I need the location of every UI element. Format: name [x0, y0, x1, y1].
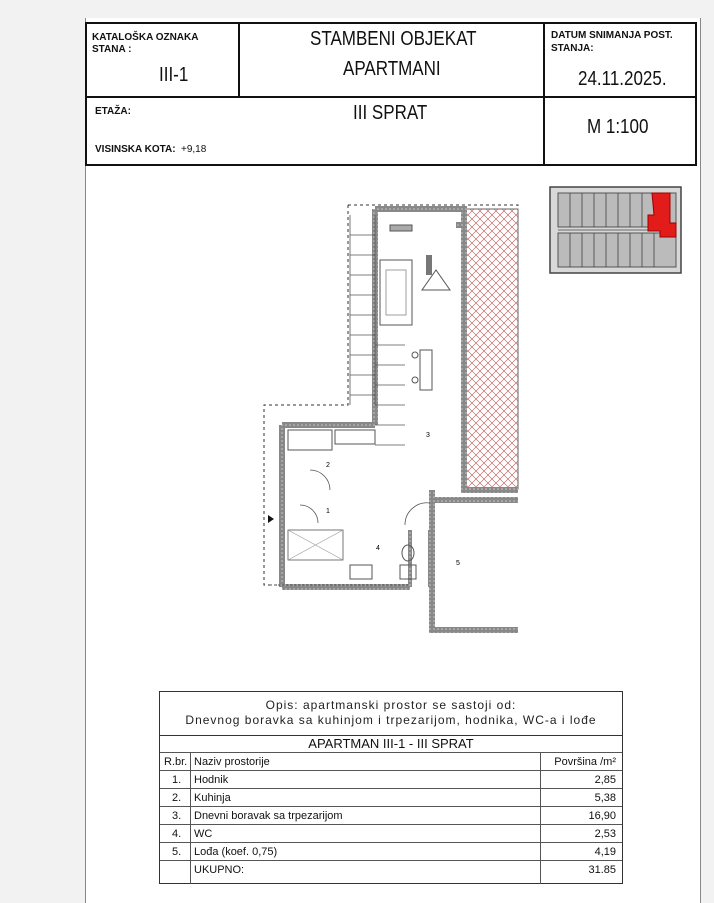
table-header-row [160, 752, 622, 770]
table-total-row [160, 860, 622, 884]
row-no: 5. [172, 846, 182, 858]
row-no: 1. [172, 774, 182, 786]
col-name-header: Naziv prostorije [194, 756, 270, 768]
key-plan [548, 185, 683, 275]
total-value: 31.85 [588, 864, 616, 876]
catalog-cell [87, 24, 240, 98]
height-value: +9,18 [181, 144, 207, 155]
total-label: UKUPNO: [194, 864, 245, 876]
room-label-3: 3 [426, 432, 430, 439]
row-name: WC [194, 828, 213, 840]
room-label-1: 1 [326, 508, 330, 515]
scale-value: M 1:100 [587, 116, 649, 138]
catalog-value: III-1 [159, 64, 189, 86]
row-name: Kuhinja [194, 792, 231, 804]
catalog-label-1: KATALOŠKA OZNAKA [92, 32, 199, 43]
table-title: APARTMAN III-1 - III SPRAT [308, 736, 474, 751]
survey-date: 24.11.2025. [578, 68, 667, 90]
table-row [160, 806, 622, 824]
row-area: 4,19 [594, 846, 616, 858]
description-line-2: Dnevnog boravka sa kuhinjom i trpezarijom, hodnika, WC-a i lođe [185, 713, 597, 727]
row-name: Hodnik [194, 774, 229, 786]
row-no: 4. [172, 828, 182, 840]
height-label: VISINSKA KOTA: [95, 144, 176, 155]
building-subtitle: APARTMANI [343, 58, 441, 80]
title-block [85, 22, 697, 166]
room-label-2: 2 [326, 462, 330, 469]
table-row [160, 770, 622, 788]
frame-left [85, 166, 86, 884]
col-area-header: Površina /m² [554, 756, 616, 768]
row-area: 16,90 [588, 810, 616, 822]
room-area-table [159, 691, 623, 884]
floor-value: III SPRAT [353, 102, 428, 124]
floor-cell [87, 98, 545, 164]
row-no: 3. [172, 810, 182, 822]
row-area: 2,53 [594, 828, 616, 840]
row-area: 2,85 [594, 774, 616, 786]
table-row [160, 788, 622, 806]
description-line-1: Opis: apartmanski prostor se sastoji od: [265, 698, 517, 712]
building-cell [240, 24, 545, 98]
date-label-1: DATUM SNIMANJA POST. [551, 30, 673, 41]
room-label-4: 4 [376, 545, 380, 552]
row-name: Lođa (koef. 0,75) [194, 846, 278, 858]
date-cell [545, 24, 695, 98]
col-no-header: R.br. [164, 756, 188, 768]
row-area: 5,38 [594, 792, 616, 804]
building-title: STAMBENI OBJEKAT [310, 28, 477, 50]
catalog-label-2: STANA : [92, 44, 132, 55]
table-row [160, 842, 622, 860]
scale-cell [545, 98, 695, 164]
row-no: 2. [172, 792, 182, 804]
table-row [160, 824, 622, 842]
date-label-2: STANJA: [551, 43, 594, 54]
row-name: Dnevni boravak sa trpezarijom [194, 810, 343, 822]
floor-plan [240, 195, 530, 645]
room-label-5: 5 [456, 560, 460, 567]
floor-label: ETAŽA: [95, 106, 131, 117]
